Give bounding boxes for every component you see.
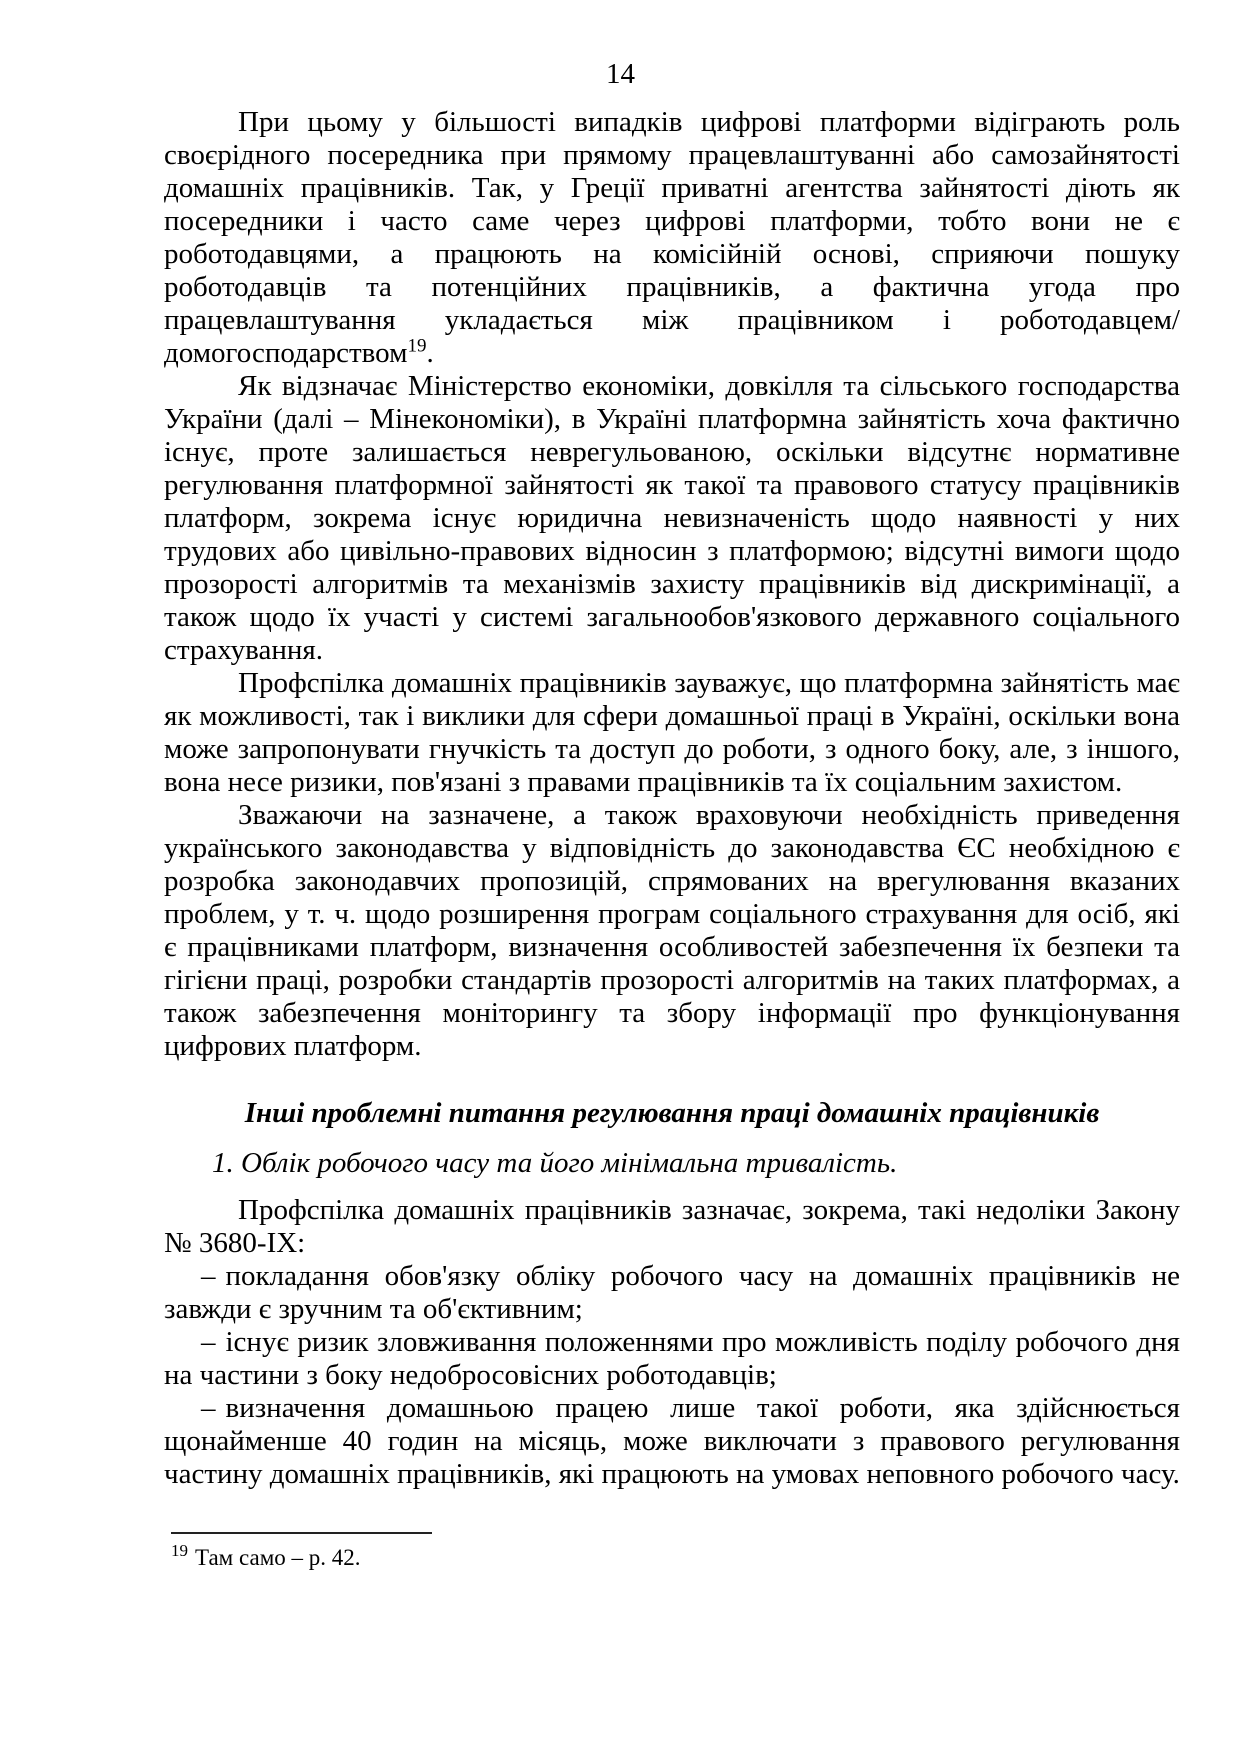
paragraph-4: Зважаючи на зазначене, а також враховуючи необхідність приведення українського законодавства у відповідність до законодавства ЄС необхідною є розробка законодавчих пропозицій, спрямованих на врегулювання вказаних проблем, у т. ч. щодо розширення програм соціального страхування для осіб, які є працівниками платформ, визначення особливостей забезпечення їх безпеки та гігієни праці, розробки стандартів прозорості алгоритмів на таких платформах, а також забезпечення моніторингу та збору інформації про функціонування цифрових платформ.	[164, 799, 1180, 1062]
paragraph-1-period: .	[426, 337, 434, 369]
subsection-heading: 1. Облік робочого часу та його мінімальна тривалість.	[212, 1147, 898, 1179]
bullet-2-text: існує ризик зловживання положеннями про можливість поділу робочого дня на частини з боку недобросовісних роботодавців;	[164, 1326, 1180, 1391]
dash-marker: –	[201, 1260, 216, 1292]
page-number: 14	[606, 58, 635, 90]
footnote-number: 19	[171, 1541, 188, 1561]
footnote	[171, 1541, 1180, 1571]
bullet-3-text: визначення домашньою працею лише такої роботи, яка здійснюється щонайменше 40 годин на місяць, може виключати з правового регулювання частину домашніх працівників, які працюють на умовах неповного робочого часу.	[164, 1392, 1180, 1490]
dash-marker: –	[201, 1326, 216, 1358]
bullet-item-2	[164, 1326, 1180, 1392]
footnote-ref-19: 19	[407, 335, 427, 357]
footnote-text: Там само – р. 42.	[195, 1545, 361, 1570]
dash-marker: –	[201, 1392, 216, 1424]
paragraph-1	[164, 106, 1180, 370]
paragraph-1-text: При цьому у більшості випадків цифрові платформи відіграють роль своєрідного посередника при прямому працевлаштуванні або самозайнятості домашніх працівників. Так, у Греції приватні агентства зайнятості діють як посередники і часто саме через цифрові платформи, тобто вони не є роботодавцями, а працюють на комісійній основі, сприяючи пошуку роботодавців та потенційних працівників, а фактична угода про працевлаштування укладається між працівником і роботодавцем/​домогосподарством	[164, 106, 1180, 369]
paragraph-3: Профспілка домашніх працівників зауважує, що платформна зайнятість має як можливості, так і виклики для сфери домашньої праці в Україні, оскільки вона може запропонувати гнучкість та доступ до роботи, з одного боку, але, з іншого, вона несе ризики, пов'язані з правами працівників та їх соціальним захистом.	[164, 667, 1180, 798]
section-heading: Інші проблемні питання регулювання праці домашніх працівників	[244, 1097, 1100, 1129]
paragraph-5: Профспілка домашніх працівників зазначає, зокрема, такі недоліки Закону № 3680-IX:	[164, 1194, 1180, 1259]
footnote-separator	[171, 1532, 432, 1534]
paragraph-2: Як відзначає Міністерство економіки, довкілля та сільського господарства України (далі – Мінекономіки), в Україні платформна зайнятість хоча фактично існує, проте залишається неврегульованою, оскільки відсутнє нормативне регулювання платформної зайнятості як такої та правового статусу працівників платформ, зокрема існує юридична невизначеність щодо наявності у них трудових або цивільно-правових відносин з платформою; відсутні вимоги щодо прозорості алгоритмів та механізмів захисту працівників від дискримінації, а також щодо їх участі у системі загальнообов'язкового державного соціального страхування.	[164, 370, 1180, 666]
bullet-item-3	[164, 1392, 1180, 1491]
bullet-1-text: покладання обов'язку обліку робочого часу на домашніх працівників не завжди є зручним та об'єктивним;	[164, 1260, 1180, 1325]
bullet-item-1	[164, 1260, 1180, 1326]
